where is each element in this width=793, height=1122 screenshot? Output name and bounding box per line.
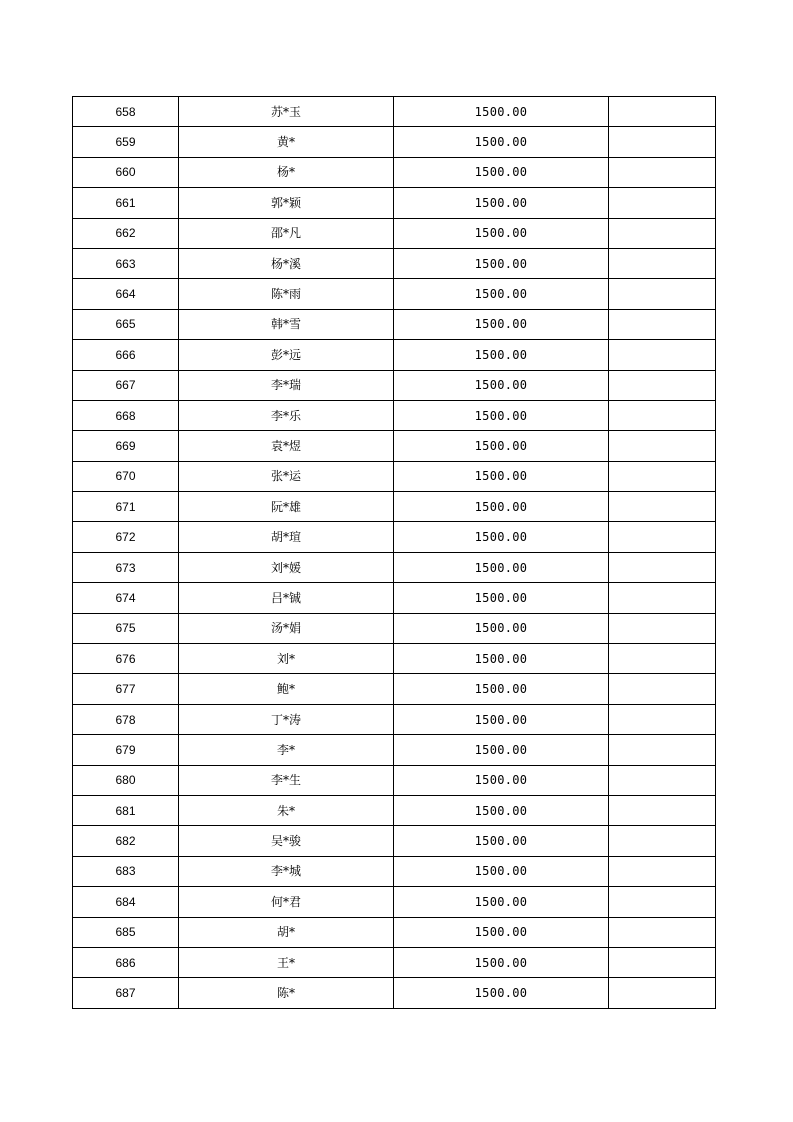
- row-number-cell: 664: [73, 279, 179, 309]
- table-row: [73, 188, 716, 218]
- name-cell: 鲍*: [179, 674, 394, 704]
- row-number-cell: 680: [73, 765, 179, 795]
- name-cell: 陈*雨: [179, 279, 394, 309]
- table-row: [73, 583, 716, 613]
- table-row: [73, 978, 716, 1008]
- note-cell: [609, 340, 716, 370]
- amount-cell: 1500.00: [394, 704, 609, 734]
- amount-cell: 1500.00: [394, 370, 609, 400]
- row-number-cell: 663: [73, 248, 179, 278]
- note-cell: [609, 461, 716, 491]
- row-number-cell: 678: [73, 704, 179, 734]
- row-number-cell: 681: [73, 795, 179, 825]
- amount-cell: 1500.00: [394, 157, 609, 187]
- table-row: [73, 127, 716, 157]
- note-cell: [609, 431, 716, 461]
- name-cell: 袁*煜: [179, 431, 394, 461]
- row-number-cell: 679: [73, 735, 179, 765]
- note-cell: [609, 583, 716, 613]
- row-number-cell: 661: [73, 188, 179, 218]
- note-cell: [609, 188, 716, 218]
- name-cell: 吴*骏: [179, 826, 394, 856]
- name-cell: 丁*涛: [179, 704, 394, 734]
- amount-cell: 1500.00: [394, 461, 609, 491]
- table-row: [73, 522, 716, 552]
- row-number-cell: 659: [73, 127, 179, 157]
- note-cell: [609, 492, 716, 522]
- name-cell: 李*瑞: [179, 370, 394, 400]
- table-row: [73, 370, 716, 400]
- row-number-cell: 670: [73, 461, 179, 491]
- name-cell: 张*运: [179, 461, 394, 491]
- table-row: [73, 856, 716, 886]
- name-cell: 杨*溪: [179, 248, 394, 278]
- amount-cell: 1500.00: [394, 947, 609, 977]
- amount-cell: 1500.00: [394, 856, 609, 886]
- amount-cell: 1500.00: [394, 97, 609, 127]
- amount-cell: 1500.00: [394, 978, 609, 1008]
- row-number-cell: 676: [73, 644, 179, 674]
- table-row: [73, 279, 716, 309]
- amount-cell: 1500.00: [394, 279, 609, 309]
- name-cell: 韩*雪: [179, 309, 394, 339]
- amount-cell: 1500.00: [394, 583, 609, 613]
- row-number-cell: 683: [73, 856, 179, 886]
- row-number-cell: 686: [73, 947, 179, 977]
- note-cell: [609, 978, 716, 1008]
- note-cell: [609, 735, 716, 765]
- name-cell: 胡*: [179, 917, 394, 947]
- row-number-cell: 684: [73, 887, 179, 917]
- row-number-cell: 687: [73, 978, 179, 1008]
- note-cell: [609, 552, 716, 582]
- note-cell: [609, 400, 716, 430]
- amount-cell: 1500.00: [394, 735, 609, 765]
- amount-cell: 1500.00: [394, 400, 609, 430]
- name-cell: 汤*娟: [179, 613, 394, 643]
- note-cell: [609, 370, 716, 400]
- row-number-cell: 660: [73, 157, 179, 187]
- table-row: [73, 795, 716, 825]
- name-cell: 苏*玉: [179, 97, 394, 127]
- amount-cell: 1500.00: [394, 552, 609, 582]
- amount-cell: 1500.00: [394, 431, 609, 461]
- row-number-cell: 668: [73, 400, 179, 430]
- table-row: [73, 492, 716, 522]
- row-number-cell: 677: [73, 674, 179, 704]
- name-cell: 郭*颖: [179, 188, 394, 218]
- amount-cell: 1500.00: [394, 248, 609, 278]
- note-cell: [609, 157, 716, 187]
- row-number-cell: 673: [73, 552, 179, 582]
- note-cell: [609, 644, 716, 674]
- table-row: [73, 461, 716, 491]
- name-cell: 胡*瑄: [179, 522, 394, 552]
- row-number-cell: 669: [73, 431, 179, 461]
- name-cell: 李*城: [179, 856, 394, 886]
- amount-cell: 1500.00: [394, 765, 609, 795]
- table-row: [73, 704, 716, 734]
- row-number-cell: 667: [73, 370, 179, 400]
- name-cell: 李*生: [179, 765, 394, 795]
- table-row: [73, 248, 716, 278]
- name-cell: 黄*: [179, 127, 394, 157]
- note-cell: [609, 279, 716, 309]
- amount-cell: 1500.00: [394, 522, 609, 552]
- amount-cell: 1500.00: [394, 644, 609, 674]
- row-number-cell: 675: [73, 613, 179, 643]
- row-number-cell: 685: [73, 917, 179, 947]
- name-cell: 阮*雄: [179, 492, 394, 522]
- row-number-cell: 665: [73, 309, 179, 339]
- table-row: [73, 826, 716, 856]
- amount-cell: 1500.00: [394, 887, 609, 917]
- name-cell: 王*: [179, 947, 394, 977]
- table-row: [73, 887, 716, 917]
- amount-cell: 1500.00: [394, 340, 609, 370]
- note-cell: [609, 765, 716, 795]
- note-cell: [609, 674, 716, 704]
- name-cell: 陈*: [179, 978, 394, 1008]
- table-row: [73, 735, 716, 765]
- note-cell: [609, 248, 716, 278]
- amount-cell: 1500.00: [394, 795, 609, 825]
- table-row: [73, 552, 716, 582]
- amount-cell: 1500.00: [394, 188, 609, 218]
- table-row: [73, 431, 716, 461]
- table-row: [73, 644, 716, 674]
- note-cell: [609, 309, 716, 339]
- row-number-cell: 674: [73, 583, 179, 613]
- row-number-cell: 658: [73, 97, 179, 127]
- table-row: [73, 97, 716, 127]
- name-cell: 李*: [179, 735, 394, 765]
- note-cell: [609, 856, 716, 886]
- note-cell: [609, 613, 716, 643]
- note-cell: [609, 947, 716, 977]
- table-row: [73, 218, 716, 248]
- table-body: [73, 97, 716, 1009]
- row-number-cell: 662: [73, 218, 179, 248]
- name-cell: 李*乐: [179, 400, 394, 430]
- amount-cell: 1500.00: [394, 826, 609, 856]
- table-row: [73, 309, 716, 339]
- table-row: [73, 400, 716, 430]
- name-cell: 吕*铖: [179, 583, 394, 613]
- name-cell: 刘*媛: [179, 552, 394, 582]
- amount-cell: 1500.00: [394, 613, 609, 643]
- amount-cell: 1500.00: [394, 218, 609, 248]
- table-row: [73, 157, 716, 187]
- amount-cell: 1500.00: [394, 492, 609, 522]
- note-cell: [609, 522, 716, 552]
- table-row: [73, 947, 716, 977]
- note-cell: [609, 97, 716, 127]
- amount-cell: 1500.00: [394, 674, 609, 704]
- name-cell: 邵*凡: [179, 218, 394, 248]
- name-cell: 彭*远: [179, 340, 394, 370]
- note-cell: [609, 887, 716, 917]
- name-cell: 何*君: [179, 887, 394, 917]
- note-cell: [609, 127, 716, 157]
- note-cell: [609, 917, 716, 947]
- amount-cell: 1500.00: [394, 127, 609, 157]
- note-cell: [609, 826, 716, 856]
- payment-roster-table: [72, 96, 716, 1009]
- amount-cell: 1500.00: [394, 309, 609, 339]
- row-number-cell: 672: [73, 522, 179, 552]
- table-row: [73, 340, 716, 370]
- table-row: [73, 674, 716, 704]
- name-cell: 朱*: [179, 795, 394, 825]
- note-cell: [609, 795, 716, 825]
- name-cell: 刘*: [179, 644, 394, 674]
- name-cell: 杨*: [179, 157, 394, 187]
- table-row: [73, 613, 716, 643]
- row-number-cell: 666: [73, 340, 179, 370]
- row-number-cell: 682: [73, 826, 179, 856]
- note-cell: [609, 218, 716, 248]
- table-row: [73, 917, 716, 947]
- row-number-cell: 671: [73, 492, 179, 522]
- amount-cell: 1500.00: [394, 917, 609, 947]
- table-row: [73, 765, 716, 795]
- note-cell: [609, 704, 716, 734]
